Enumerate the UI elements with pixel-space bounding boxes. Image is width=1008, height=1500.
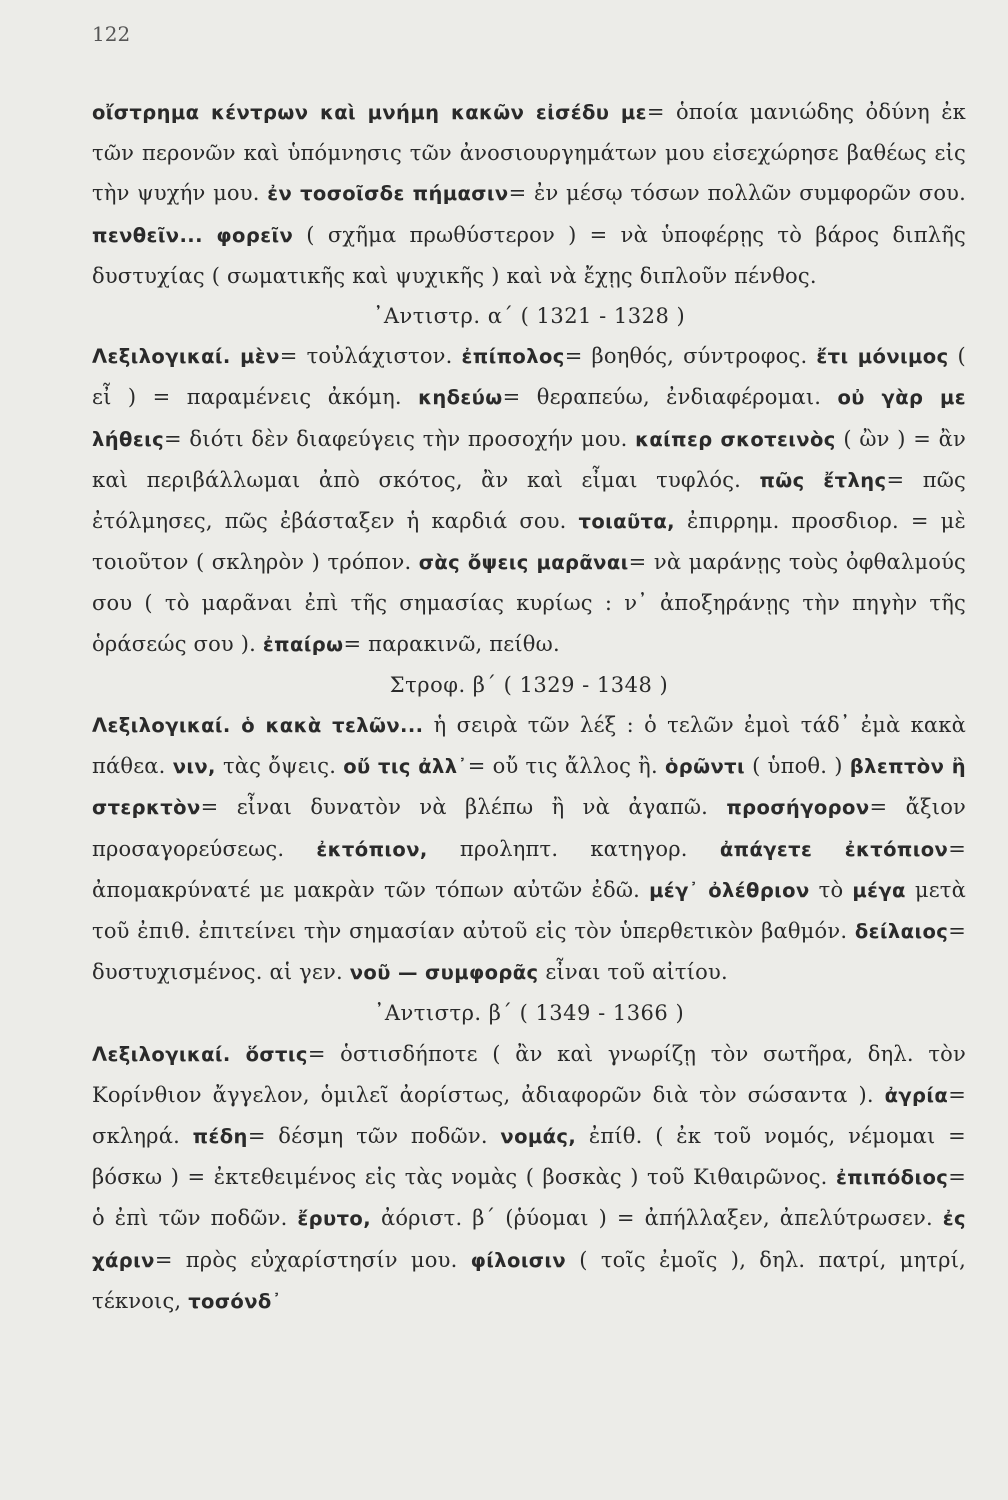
- lemma-term: σὰς ὄψεις μαρᾶναι: [418, 551, 629, 575]
- lemma-term: οἴστρημα κέντρων καὶ μνήμη κακῶν εἰσέδυ με: [92, 101, 647, 124]
- gloss-text: προληπτ. κατηγορ.: [427, 836, 720, 861]
- gloss-text: = δυστυχισμένος. αἱ γεν.: [92, 919, 966, 985]
- lemma-term: βλεπτὸν ἢ στερκτὸν: [92, 755, 966, 820]
- gloss-text: = ἐν μέσῳ τόσων πολλῶν συμφορῶν σου.: [508, 181, 967, 206]
- section-heading: ᾿Αντιστρ. α΄ ( 1321 - 1328 ): [372, 304, 686, 329]
- gloss-text: ἡ σειρὰ τῶν λέξ : ὁ τελῶν ἐμοὶ τάδ᾿ ἐμὰ κακὰ πάθεα.: [92, 713, 966, 779]
- gloss-text: ( ὑποθ. ): [744, 754, 850, 779]
- commentary-paragraph: [92, 705, 966, 993]
- gloss-text: = νὰ μαράνῃς τοὺς ὀφθαλμούς σου ( τὸ μαρᾶναι ἐπὶ τῆς σημασίας κυρίως : ν᾿ ἀποξηράνῃς τὴν πηγὴν τῆς ὁράσεώς σου ).: [92, 550, 967, 656]
- lemma-term: κηδεύω: [418, 386, 503, 410]
- lemma-term: ἔρυτο,: [297, 1207, 372, 1231]
- gloss-text: ( εἶ ) = παραμένεις ἀκόμη.: [92, 344, 966, 410]
- lemma-term: οὔ τις ἀλλ᾿: [343, 755, 468, 779]
- lemma-term: πενθεῖν... φορεῖν: [92, 223, 294, 247]
- gloss-text: = διότι δὲν διαφεύγεις τὴν προσοχήν μου.: [164, 426, 636, 451]
- lemma-term: μέγα: [852, 878, 906, 902]
- lemma-term: τοιαῦτα,: [578, 510, 675, 534]
- lemma-term: προσήγορον: [726, 796, 870, 820]
- lemma-term: ἔτι μόνιμος: [816, 345, 949, 369]
- gloss-text: = πρὸς εὐχαρίστησίν μου.: [154, 1247, 471, 1272]
- gloss-text: ( σχῆμα πρωθύστερον ) = νὰ ὑποφέρῃς τὸ βάρος διπλῆς δυστυχίας ( σωματικῆς καὶ ψυχικῆς ) καὶ νὰ ἔχῃς διπλοῦν πένθος.: [92, 222, 966, 288]
- page-number: 122: [92, 22, 131, 46]
- lemma-term: ἐπιπόδιος: [835, 1166, 949, 1190]
- lemma-term: ἐς χάριν: [92, 1207, 966, 1272]
- lemma-term: τοσόνδ᾿: [188, 1289, 282, 1313]
- lemma-term: δείλαιος: [854, 920, 949, 944]
- lemma-term: οὐ γὰρ με λήθεις: [92, 386, 966, 451]
- gloss-text: τὸ: [809, 877, 853, 902]
- commentary-paragraph: [92, 1034, 966, 1322]
- lemma-term: Λεξιλογικαί. ὅστις: [92, 1042, 308, 1066]
- gloss-text: = ἀπομακρύνατέ με μακρὰν τῶν τόπων αὐτῶν ἐδῶ.: [92, 836, 966, 902]
- lemma-term: πέδη: [192, 1125, 248, 1149]
- lemma-term: ἐπίπολος: [461, 345, 565, 369]
- lemma-term: ἀπάγετε ἐκτόπιον: [719, 837, 949, 861]
- gloss-text: = ὁ ἐπὶ τῶν ποδῶν.: [92, 1165, 966, 1231]
- commentary-paragraph: [92, 92, 966, 296]
- lemma-term: φίλοισιν: [470, 1248, 567, 1272]
- gloss-text: ( τοῖς ἐμοῖς ), δηλ. πατρί, μητρί, τέκνοις,: [92, 1247, 966, 1313]
- lemma-term: Λεξιλογικαί. μὲν: [92, 345, 280, 369]
- section-heading: ᾿Αντιστρ. β΄ ( 1349 - 1366 ): [373, 1001, 685, 1026]
- lemma-term: νομάς,: [500, 1125, 577, 1149]
- gloss-text: = οὔ τις ἄλλος ἢ.: [467, 754, 665, 779]
- gloss-text: = πῶς ἐτόλμησες, πῶς ἐβάσταξεν ἡ καρδιά σου.: [92, 467, 966, 534]
- gloss-text: ἀόριστ. β΄ (ῥύομαι ) = ἀπήλλαξεν, ἀπελύτρωσεν.: [371, 1206, 943, 1231]
- lemma-term: ἀγρία: [884, 1083, 949, 1107]
- lemma-term: μέγ᾿ ὀλέθριον: [649, 878, 810, 902]
- gloss-text: ἐπιρρημ. προσδιορ. = μὲ τοιοῦτον ( σκληρὸν ) τρόπον.: [92, 509, 966, 575]
- gloss-text: = παρακινῶ, πείθω.: [343, 631, 560, 656]
- gloss-text: ἐπίθ. ( ἐκ τοῦ νομός, νέμομαι = βόσκω ) = ἐκτεθειμένος εἰς τὰς νομὰς ( βοσκὰς ) τοῦ Κιθαιρῶνος.: [92, 1124, 966, 1190]
- gloss-text: = ὁποία μανιώδης ὀδύνη ἐκ τῶν περονῶν καὶ ὑπόμνησις τῶν ἀνοσιουργημάτων μου εἰσεχώρησε βαθέως εἰς τὴν ψυχήν μου.: [92, 100, 966, 206]
- gloss-text: = εἶναι δυνατὸν νὰ βλέπω ἢ νὰ ἀγαπῶ.: [200, 795, 727, 820]
- lemma-term: καίπερ σκοτεινὸς: [635, 427, 836, 451]
- gloss-text: μετὰ τοῦ ἐπιθ. ἐπιτείνει τὴν σημασίαν αὐτοῦ εἰς τὸν ὑπερθετικὸν βαθμόν.: [92, 877, 966, 944]
- gloss-text: = δέσμη τῶν ποδῶν.: [247, 1124, 501, 1149]
- lemma-term: ἐν τοσοῖσδε πήμασιν: [267, 182, 509, 206]
- lemma-term: νιν,: [172, 755, 216, 779]
- gloss-text: = τοὐλάχιστον.: [279, 344, 462, 369]
- lemma-term: ἐπαίρω: [262, 632, 344, 656]
- gloss-text: ( ὢν ) = ἂν καὶ περιβάλλωμαι ἀπὸ σκότος, ἂν καὶ εἶμαι τυφλός.: [92, 426, 966, 492]
- gloss-text: εἶναι τοῦ αἰτίου.: [538, 960, 728, 985]
- gloss-text: τὰς ὄψεις.: [215, 754, 344, 779]
- gloss-text: = θεραπεύω, ἐνδιαφέρομαι.: [502, 385, 838, 410]
- gloss-text: = ἄξιον προσαγορεύσεως.: [92, 795, 967, 861]
- lemma-term: Λεξιλογικαί. ὁ κακὰ τελῶν...: [92, 714, 424, 738]
- gloss-text: = βοηθός, σύντροφος.: [564, 344, 817, 369]
- gloss-text: = ὁστισδήποτε ( ἂν καὶ γνωρίζῃ τὸν σωτῆρα, δηλ. τὸν Κορίνθιον ἄγγελον, ὁμιλεῖ ἀορίστως, ἀδιαφορῶν διὰ τὸν σώσαντα ).: [92, 1041, 966, 1107]
- gloss-text: = σκληρά.: [92, 1082, 966, 1149]
- lemma-term: πῶς ἔτλης: [759, 468, 887, 492]
- lemma-term: ὁρῶντι: [664, 755, 745, 779]
- lemma-term: νοῦ — συμφορᾶς: [349, 961, 539, 985]
- lemma-term: ἐκτόπιον,: [316, 837, 428, 861]
- commentary-paragraph: [92, 336, 966, 665]
- section-heading: Στροφ. β΄ ( 1329 - 1348 ): [389, 672, 669, 697]
- commentary-text: [92, 92, 966, 1322]
